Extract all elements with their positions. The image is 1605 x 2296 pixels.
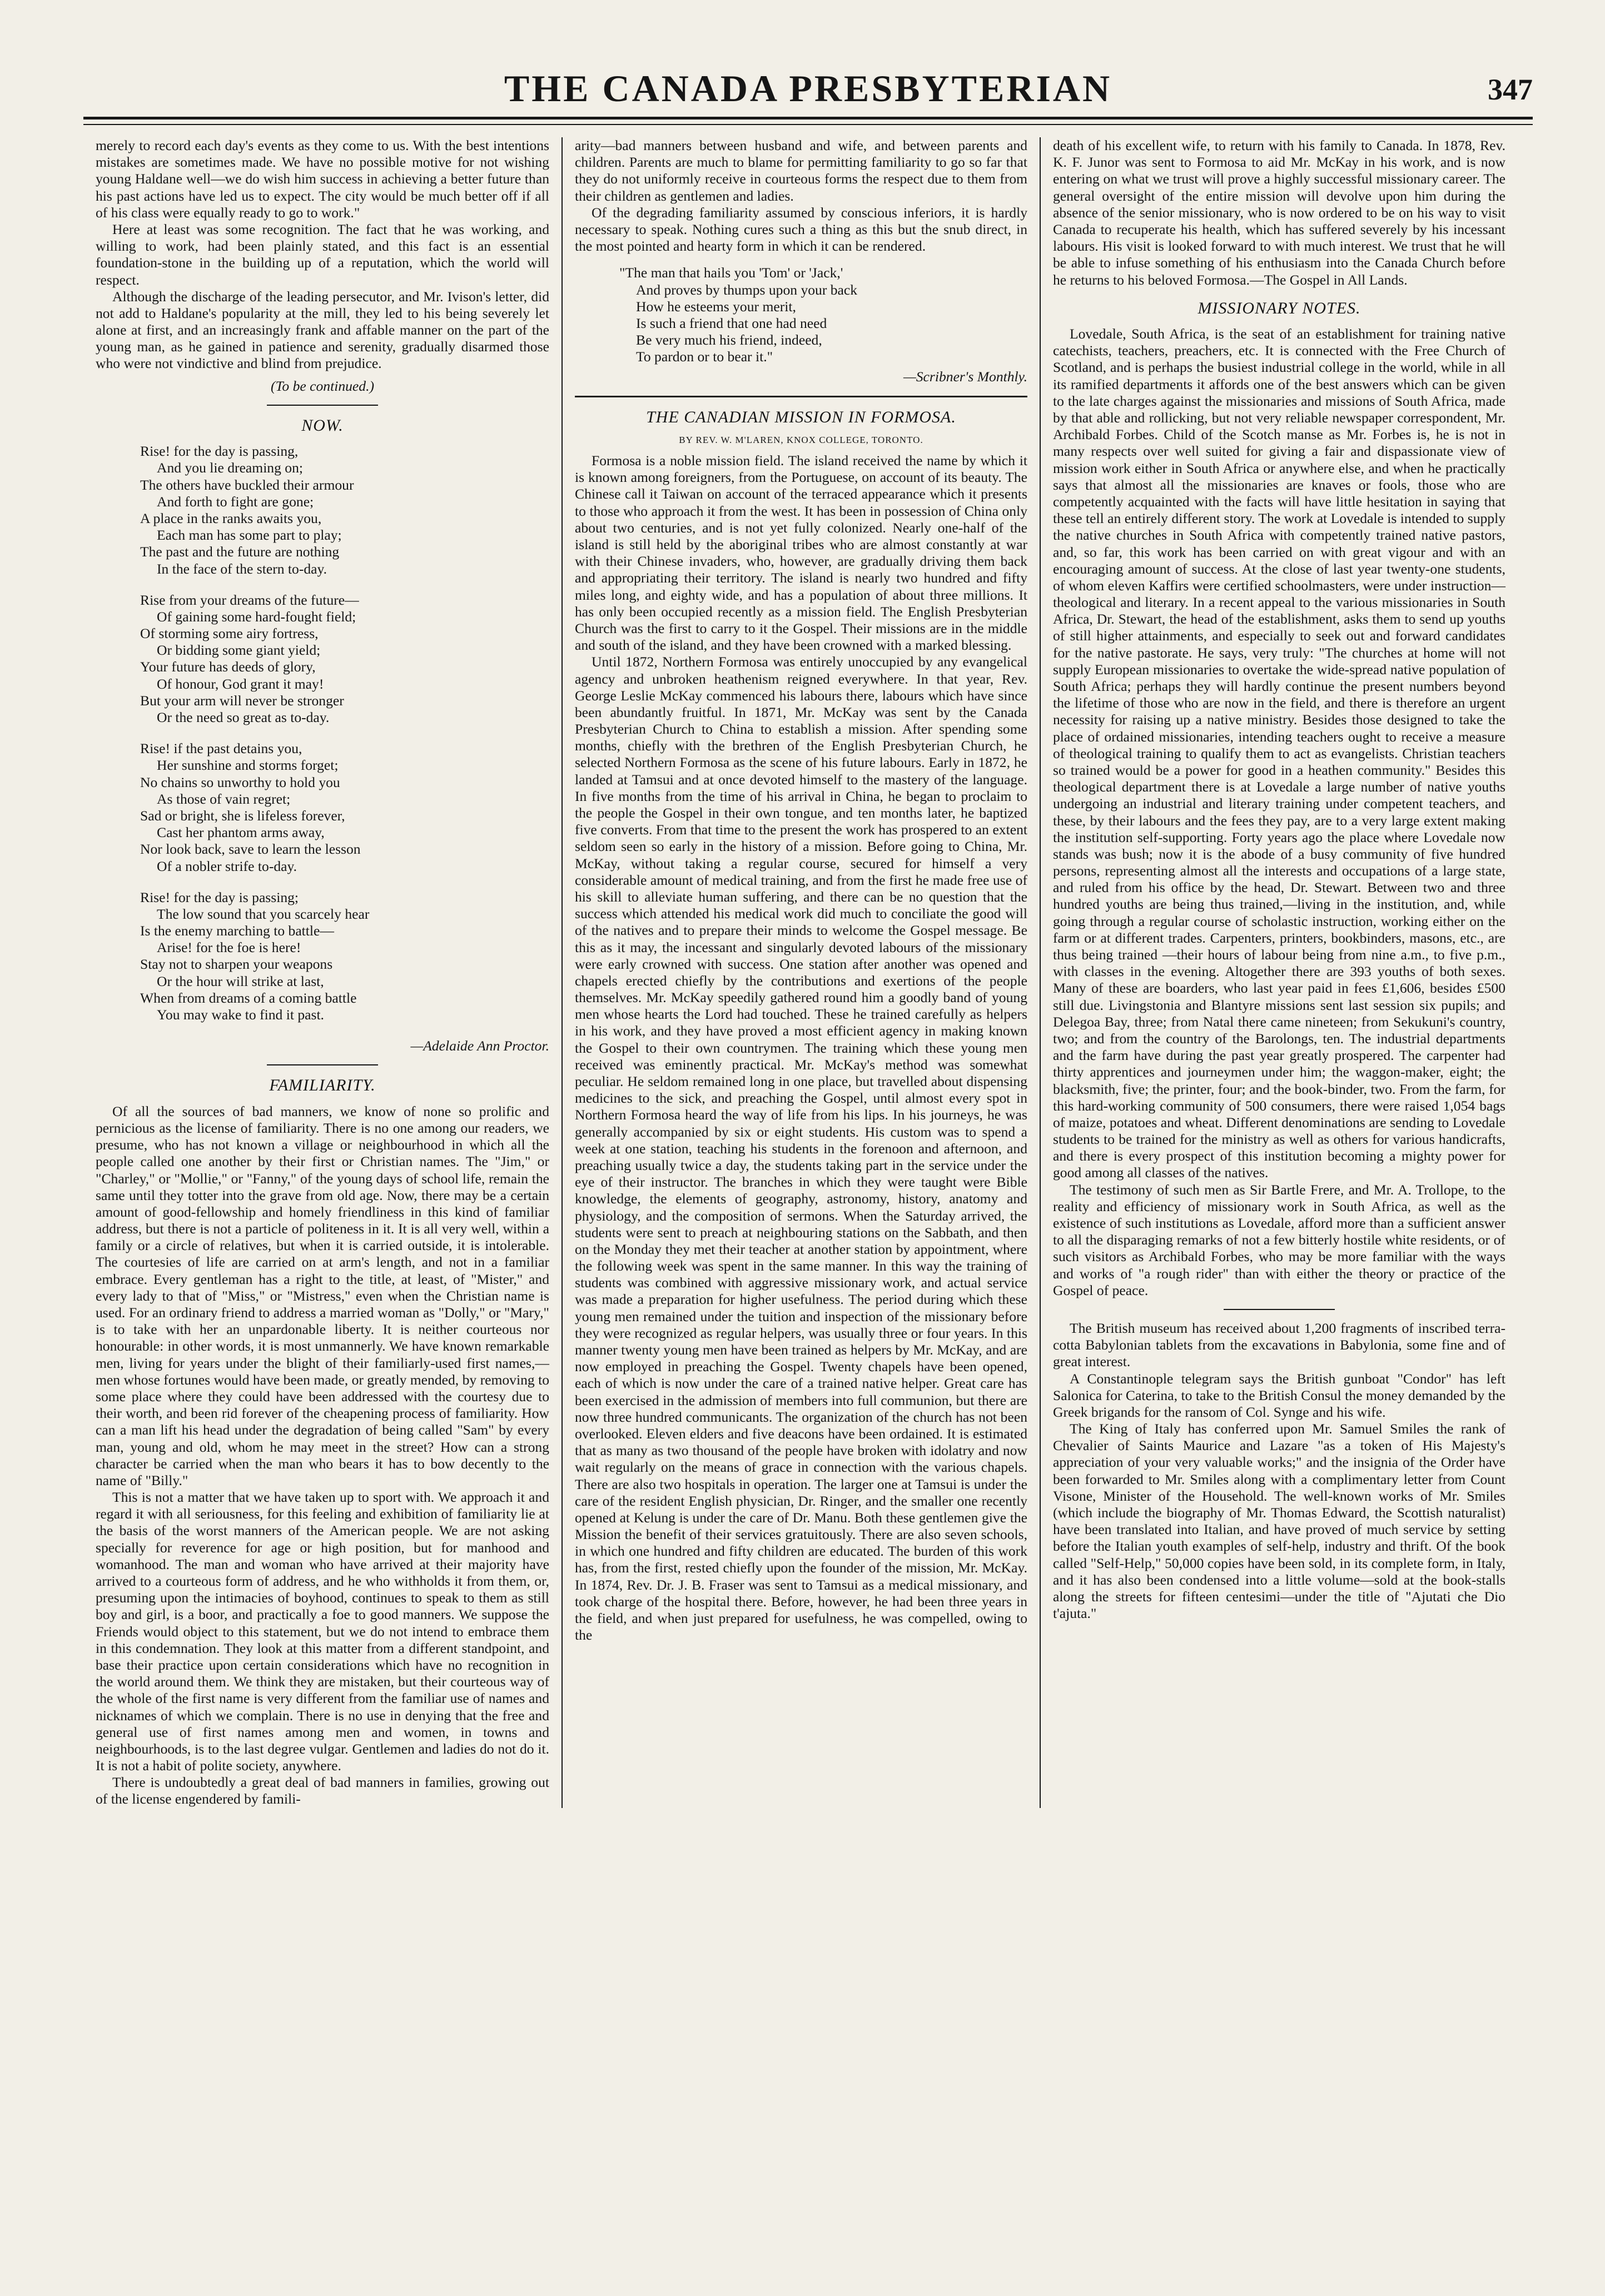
- column-2: [561, 137, 1040, 1808]
- poem-line: Of a nobler strife to-day.: [157, 858, 297, 874]
- poem-line: Or bidding some giant yield;: [157, 642, 321, 659]
- poem-line: No chains so unworthy to hold you: [140, 774, 340, 790]
- divider: [1224, 1309, 1335, 1310]
- poem-line: Each man has some part to play;: [157, 527, 342, 544]
- poem-line: And forth to fight are gone;: [157, 493, 314, 510]
- divider: [575, 396, 1027, 397]
- columns: [83, 137, 1533, 1808]
- column-1: [83, 137, 561, 1808]
- article-paragraph: Of the degrading familiarity assumed by conscious inferiors, it is hardly necessary to speak. Nothing cures such a thing as this but the snub direct, in the most pointed and hearty form in which it can be rendered.: [575, 204, 1027, 255]
- verse-line: And proves by thumps upon your back: [636, 281, 858, 298]
- poem-line: Or the need so great as to-day.: [157, 709, 330, 726]
- masthead-rule: [83, 117, 1533, 125]
- poem-line: When from dreams of a coming battle: [140, 989, 357, 1006]
- divider: [267, 1064, 378, 1065]
- page-number: 347: [1488, 73, 1533, 106]
- poem-line: Arise! for the foe is here!: [157, 939, 301, 956]
- poem-line: Rise! if the past detains you,: [140, 740, 302, 757]
- article-byline: BY REV. W. M'LAREN, KNOX COLLEGE, TORONTO.: [679, 435, 923, 446]
- poem-title: NOW.: [301, 416, 344, 435]
- article-title: FAMILIARITY.: [269, 1076, 376, 1095]
- poem-line: And you lie dreaming on;: [157, 460, 303, 476]
- poem-line: Her sunshine and storms forget;: [157, 757, 339, 774]
- verse-line: "The man that hails you 'Tom' or 'Jack,': [619, 265, 843, 281]
- masthead: [83, 33, 1533, 117]
- poem-line: In the face of the stern to-day.: [157, 560, 327, 577]
- article-paragraph: merely to record each day's events as they come to us. With the best intentions mistakes are sometimes made. We have no possible motive for not wishing young Haldane well—we do wish him success in achieving a better future than his past actions have led us to expect. The city would be much better off if all of his class were equally ready to go to work.": [96, 137, 549, 221]
- divider: [267, 405, 378, 406]
- stanza: [140, 889, 549, 1024]
- section-title: MISSIONARY NOTES.: [1197, 298, 1361, 317]
- article-paragraph: The testimony of such men as Sir Bartle Frere, and Mr. A. Trollope, to the reality and efficiency of missionary work in South Africa, as well as the existence of such institutions as Lovedale, afford more than a sufficient answer to all the disparaging remarks of not a few bitterly hostile white residents, or of such visitors as Archibald Forbes, who may be more familiar with the ways and works of "a rough rider" than with either the theory or practice of the Gospel of peace.: [1053, 1181, 1505, 1298]
- article-paragraph: Until 1872, Northern Formosa was entirely unoccupied by any evangelical agency and unbroken heathenism reigned everywhere. In that year, Rev. George Leslie McKay commenced his labours there, labours which have since been abundantly fruitful. In 1871, Mr. McKay was sent by the Canada Presbyterian Church to China to establish a mission. After spending some months, chiefly with the brethren of the English Presbyterian Church, he selected Northern Formosa as the scene of his future labours. Early in 1872, he landed at Tamsui and at once devoted himself to the mastery of the language. In five months from the time of his arrival in China, he began to proclaim to the people the Gospel in their own tongue, and ten months later, he baptized five converts. From that time to the present the work has prospered to an extent seldom seen so early in the history of a mission. Before going to China, Mr. McKay, without taking a regular course, secured for himself a very considerable amount of medical training, and from the first he made free use of his skill to alleviate human suffering, and there can be no question that the success which attended his medical work did much to conciliate the good will of the natives and to prepare their minds to welcome the Gospel message. Be this as it may, the incessant and singularly devoted labours of the missionary were early crowned with success. One station after another was opened and chapels erected chiefly by the contributions and exertions of the people themselves. Mr. McKay speedily gathered round him a goodly band of young men whose hearts the Lord had touched. These he trained carefully as helpers in his work, and they have proved a most efficient agency in making known the Gospel to their own countrymen. The training which these young men received was eminently practical. Mr. McKay's method was somewhat peculiar. He seldom remained long in one place, but travelled about dispensing medicines to the sick, and preaching the Gospel, until almost every spot in Northern Formosa heard the way of life from his lips. In his journeys, he was generally accompanied by six or eight students. His custom was to spend a week at one station, teaching his students in the forenoon and afternoon, and preaching usually twice a day, the students taking part in the service under the eye of their instructor. The branches in which they were taught were Bible knowledge, the elements of geography, astronomy, history, anatomy and physiology, and the composition of sermons. When the Saturday arrived, the students were sent to preach at neighbouring stations on the Sabbath, and then on the Monday they met their teacher at another station by appointment, where the following week was spent in the same manner. In this way the training of students was combined with aggressive missionary work, and actual service was made a preparation for higher usefulness. The period during which these young men remained under the tuition and inspection of the missionary before they were recognized as regular helpers, was usually three or four years. In this manner twenty young men have been trained as helpers by Mr. McKay, and are now employed in preaching the Gospel. Twenty chapels have been opened, each of which is now under the care of a trained native helper. Great care has been exercised in the admission of members into full communion, but there are now three hundred communicants. The organization of the church has not been overlooked. Eleven elders and five deacons have been ordained. It is estimated that as many as two thousand of the people have broken with idolatry and now wait regularly on the means of grace in connection with the various chapels. There are also two hospitals in operation. The larger one at Tamsui is under the care of the resident English physician, Dr. Ringer, and the smaller one recently opened at Kelung is under the care of Dr. Manu. Both these gentlemen give the Mission the benefit of their services gratuitously. There are also seven schools, in which one hundred and fifty children are educated. The burden of this work has, from the first, rested chiefly upon the founder of the mission, Mr. McKay. In 1874, Rev. Dr. J. B. Fraser was sent to Tamsui as a medical missionary, and took charge of the hospital there. Before, however, he had been three years in the field, and when just prepared for usefulness, he was compelled, owing to the: [575, 654, 1027, 1643]
- news-item: The British museum has received about 1,200 fragments of inscribed terra-cotta Babylonian tablets from the excavations in Babylonia, some fine and of great interest.: [1053, 1319, 1505, 1370]
- poem-line: The past and the future are nothing: [140, 544, 340, 560]
- poem-line: As those of vain regret;: [157, 790, 291, 807]
- poem-line: Nor look back, save to learn the lesson: [140, 841, 361, 858]
- poem-line: Rise from your dreams of the future—: [140, 591, 359, 608]
- article-paragraph: Although the discharge of the leading persecutor, and Mr. Ivison's letter, did not add to Haldane's popularity at the mill, they led to his being severely let alone at first, and an increasingly frank and affable manner on the part of the young man, as he gained in patience and serenity, gradually disarmed those who were not vindictive and blind from prejudice.: [96, 288, 549, 372]
- verse-line: Is such a friend that one had need: [636, 315, 827, 331]
- quoted-verse: [619, 265, 1027, 365]
- newspaper-title: THE CANADA PRESBYTERIAN: [504, 67, 1112, 109]
- article-paragraph: death of his excellent wife, to return with his family to Canada. In 1878, Rev. K. F. Junor was sent to Formosa to aid Mr. McKay in his work, and is now entering on what we trust will prove a highly successful missionary career. The general oversight of the entire mission will devolve upon him during the absence of the senior missionary, who is now ordered to be on his way to visit Canada to recuperate his health, which has suffered severely by his incessant labours. His visit is looked forward to with much interest. We trust that he will be able to infuse something of his enthusiasm into the Canada Church before he returns to his beloved Formosa.—The Gospel in All Lands.: [1053, 137, 1505, 288]
- poem-line: Stay not to sharpen your weapons: [140, 956, 333, 973]
- poem-line: Of gaining some hard-fought field;: [157, 608, 356, 625]
- article-paragraph: There is undoubtedly a great deal of bad manners in families, growing out of the license engendered by famili-: [96, 1774, 549, 1807]
- article-paragraph: Formosa is a noble mission field. The island received the name by which it is known among foreigners, from the Portuguese, on account of its beauty. The Chinese call it Taiwan on account of the terraced appearance which it presents to those who approach it from the west. It has been in possession of China only about two centuries, and is not yet fully colonized. Nearly one-half of the island is still held by the aboriginal tribes who are almost constantly at war with their Chinese invaders, who, however, are gradually driving them back and appropriating their territory. The island is nearly two hundred and fifty miles long, and eighty wide, and has a population of about three millions. It has only been occupied recently as a mission field. The English Presbyterian Church was the first to carry to it the Gospel. Their missions are in the middle and south of the island, and they have been crowned with a marked blessing.: [575, 452, 1027, 654]
- poem-line: You may wake to find it past.: [157, 1007, 324, 1023]
- column-3: [1040, 137, 1518, 1808]
- article-paragraph: Of all the sources of bad manners, we know of none so prolific and pernicious as the license of familiarity. There is no one among our readers, we presume, who has not known a village or neighbourhood in which all the people called one another by their first or Christian names. The "Jim," or "Charley," or "Mollie," or "Fanny," of the young days of school life, remain the same until they totter into the grave from old age. Now, there may be a certain amount of good-fellowship and homely friendliness in this kind of familiar address, but there is not a particle of politeness in it. It is all very well, within a family or a circle of relatives, but when it is carried outside, it is intolerable. The courtesies of life are carried on at arm's length, and not in a familiar embrace. Every gentleman has a right to the title, at least, of "Mister," and every lady to that of "Miss," or "Mistress," even when the Christian name is used. For an ordinary friend to address a married woman as "Dolly," or "Mary," is to take with her an unpardonable liberty. It is neither courteous nor honourable: in other words, it is most unmannerly. We have known remarkable men, living for years under the blight of their familiarly-used first names,—men whose fortunes would have been made, or greatly mended, by removing to some place where they could have been addressed with the courtesy due to their worth, and been rid forever of the cheapening process of familiarity. How can a man lift his head under the degradation of being called "Sam" by every man, young and old, whom he may meet in the street? How can a strong character be carried when the man who bears it has to bow decently to the name of "Billy.": [96, 1103, 549, 1488]
- poem-line: Rise! for the day is passing;: [140, 889, 299, 905]
- poem-line: The others have buckled their armour: [140, 476, 354, 493]
- poem-line: Of honour, God grant it may!: [157, 675, 324, 692]
- news-item: The King of Italy has conferred upon Mr. Samuel Smiles the rank of Chevalier of Saints Maurice and Lazare "as a token of His Majesty's appreciation of your very valuable works;" and the insignia of the Order have been forwarded to Mr. Smiles along with a complimentary letter from Count Visone, Minister of the Household. The well-known works of Mr. Smiles (which include the biography of Mr. Thomas Edward, the Scottish naturalist) have been translated into Italian, and have proved of much service by setting before the Italian youth examples of self-help, industry and thrift. Of the book called "Self-Help," 50,000 copies have been sold, in its complete form, in Italy, and it has also been condensed into a little volume—sold at the book-stalls along the streets for fifteen centesimi—under the title of "Ajutati che Dio t'ajuta.": [1053, 1421, 1505, 1622]
- poem-line: But your arm will never be stronger: [140, 692, 344, 709]
- poem-line: Of storming some airy fortress,: [140, 625, 319, 642]
- poem-line: Is the enemy marching to battle—: [140, 923, 334, 939]
- poem-line: A place in the ranks awaits you,: [140, 510, 322, 526]
- poem-line: The low sound that you scarcely hear: [157, 905, 370, 922]
- verse-line: How he esteems your merit,: [636, 298, 796, 315]
- poem-line: Sad or bright, she is lifeless forever,: [140, 807, 345, 824]
- quote-attribution: —Scribner's Monthly.: [903, 368, 1027, 385]
- stanza: [140, 740, 549, 875]
- article-paragraph: Here at least was some recognition. The fact that he was working, and willing to work, had been plainly stated, and this fact is an essential foundation-stone in the building up of a reputation, which the world will respect.: [96, 221, 549, 288]
- poem-attribution: —Adelaide Ann Proctor.: [410, 1038, 549, 1054]
- to-be-continued: (To be continued.): [270, 377, 374, 394]
- poem-line: Or the hour will strike at last,: [157, 973, 324, 989]
- poem-line: Your future has deeds of glory,: [140, 659, 316, 675]
- stanza: [140, 443, 549, 577]
- article-paragraph: This is not a matter that we have taken up to sport with. We approach it and regard it with all seriousness, for this feeling and exhibition of familiarity lie at the basis of the worst manners of the American people. We are not asking specially for reverence for age or high position, but for manhood and womanhood. The man and woman who have arrived at their majority have arrived to a courteous form of address, and he who withholds it from them, or, presuming upon the intimacies of boyhood, continues to speak to them as still boy and girl, is a boor, and practically a foe to good manners. We suppose the Friends would object to this statement, but we do not intend to embrace them in this condemnation. They look at this matter from a different standpoint, and base their practice upon certain considerations which have no recognition in the world around them. We think they are mistaken, but their courteous way of the whole of the first name is very different from the familiar use of names and nicknames of which we complain. There is no use in denying that the free and general use of first names among men and women, in towns and neighbourhoods, is to the last degree vulgar. Gentlemen and ladies do not do it. It is not a habit of polite society, anywhere.: [96, 1489, 549, 1774]
- article-paragraph: arity—bad manners between husband and wife, and between parents and children. Parents are much to blame for permitting familiarity to go so far that they do not uniformly receive in courteous forms the respect due to them from their children as gentlemen and ladies.: [575, 137, 1027, 204]
- stanza: [140, 592, 549, 726]
- poem: [140, 443, 549, 1023]
- verse-line: To pardon or to bear it.": [636, 348, 773, 365]
- news-item: A Constantinople telegram says the British gunboat "Condor" has left Salonica for Caterina, to take to the British Consul the money demanded by the Greek brigands for the ransom of Col. Synge and his wife.: [1053, 1370, 1505, 1420]
- poem-line: Rise! for the day is passing,: [140, 443, 299, 460]
- article-title: THE CANADIAN MISSION IN FORMOSA.: [646, 407, 956, 426]
- article-paragraph: Lovedale, South Africa, is the seat of an establishment for training native catechists, teachers, preachers, etc. It is connected with the Free Church of Scotland, and is perhaps the busiest industrial college in the world, while in all its ramified departments it affords one of the best answers which can be given to the late charges against the missionaries and missions of South Africa, made by that able and rollicking, but not very reliable newspaper correspondent, Mr. Archibald Forbes. Child of the Scotch manse as Mr. Forbes is, he is not in many respects over well suited for giving a fair and dispassionate view of mission work either in South Africa or anywhere else, and when he practically says that almost all the missionaries are knaves or fools, those who are competently acquainted with the facts will have little hesitation in saying that these tell an entirely different story. The work at Lovedale is intended to supply the native churches in South Africa with competently trained native pastors, and, so far, this work has been carried on with great vigour and with an encouraging amount of success. At the close of last year twenty-one students, of whom eleven Kaffirs were certified schoolmasters, were under instruction—theological and literary. In a recent appeal to the various missionaries in South Africa, Dr. Stewart, the head of the establishment, asks them to send up youths of still higher attainments, and especially to seek out and forward candidates for the native pastorate. He says, very truly: "The churches at home will not supply European missionaries to overtake the wide-spread native population of South Africa; perhaps they will hardly continue the present numbers beyond the lifetime of those who are now in the field, and there is therefore an urgent necessity for raising up a native ministry. Besides those designed to take the place of ordained missionaries, intending teachers ought to receive a measure of theological training to qualify them to act as evangelists. Christian teachers so trained would be a power for good in a heathen community." Besides this theological department there is at Lovedale a large number of native youths undergoing an industrial and literary training under competent teachers, and these, by their labours and the fees they pay, are to a very large extent making the institution self-supporting. Forty years ago the place where Lovedale now stands was bush; now it is the abode of a busy community of five hundred persons, representing almost all the interests and occupations of a large state, and ruled from his office by the head, Dr. Stewart. Between two and three hundred youths are being thus trained,—living in the institution, and, while going through a regular course of scholastic instruction, working either on the farm or at different trades. Carpenters, printers, bookbinders, masons, etc., are thus being trained —their hours of labour being from nine a.m., to five p.m., with classes in the evening. Altogether there are 393 youths of both sexes. Many of these are boarders, who last year paid in fees £1,606, besides £500 still due. Livingstonia and Blantyre missions sent last session six pupils; and Delegoa Bay, three; from Natal there came nineteen; from Sekukuni's country, two; and from the country of the Barolongs, ten. The industrial departments and the farm have during the past year greatly prospered. The carpenter had thirty apprentices and journeymen under him; the waggon-maker, eight; the blacksmith, five; the printer, four; and the book-binder, two. From the farm, for this hard-working community of 500 consumers, there were raised 1,054 bags of maize, potatoes and wheat. Different denominations are sending to Lovedale students to be trained for the ministry as well as others for various handicrafts, and there is every prospect of this institution becoming a mighty power for good among all classes of the natives.: [1053, 326, 1505, 1181]
- poem-line: Cast her phantom arms away,: [157, 824, 325, 841]
- verse-line: Be very much his friend, indeed,: [636, 332, 822, 348]
